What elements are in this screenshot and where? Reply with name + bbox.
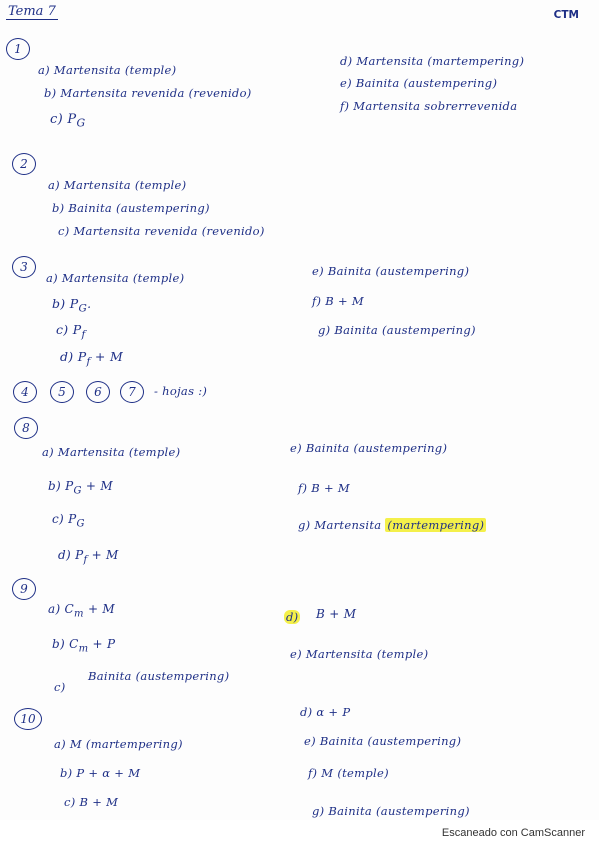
answer-9c: Bainita (austempering): [88, 669, 230, 683]
answer-8d-text: d) P: [58, 548, 84, 562]
answer-2a: a) Martensita (temple): [48, 178, 187, 192]
answer-8d-sub: f: [83, 554, 88, 566]
answer-2c: c) Martensita revenida (revenido): [58, 224, 265, 238]
answer-9b-text: b) C: [52, 637, 79, 651]
answer-9d: B + M: [316, 607, 357, 621]
answer-10b: b) P + α + M: [60, 766, 141, 780]
answer-8f: f) B + M: [298, 481, 350, 495]
section-number-3: 3: [12, 256, 36, 278]
answer-8b-end: + M: [81, 479, 113, 493]
answer-9b-end: + P: [88, 637, 116, 651]
section-number-10: 10: [14, 708, 42, 730]
answer-8g: [298, 518, 486, 532]
answer-8b-text: b) P: [48, 479, 74, 493]
camscanner-watermark: Escaneado con CamScanner: [441, 827, 585, 839]
section-number-5: 5: [50, 381, 74, 403]
answer-9a-end: + M: [83, 602, 116, 616]
answer-3c-text: c) P: [56, 322, 82, 337]
answer-3e: e) Bainita (austempering): [312, 264, 470, 278]
section-number-1: 1: [6, 38, 30, 60]
section-number-8: 8: [14, 417, 38, 439]
answer-1a: a) Martensita (temple): [38, 63, 177, 77]
section-number-6: 6: [86, 381, 110, 403]
answer-9b-sub: m: [78, 643, 89, 655]
answer-8a: a) Martensita (temple): [42, 445, 181, 459]
answer-10f: f) M (temple): [308, 766, 389, 780]
answer-9a: [48, 602, 115, 619]
answer-1c-sub: G: [76, 116, 86, 130]
answer-1c-text: c) P: [50, 112, 77, 127]
answer-3c-sub: f: [81, 328, 86, 341]
section-number-2: 2: [12, 153, 36, 175]
hojas-note: - hojas :): [154, 384, 208, 398]
answer-3d-text: d) P: [60, 349, 87, 364]
answer-10e: e) Bainita (austempering): [304, 734, 462, 748]
footer-bar: [0, 820, 599, 848]
answer-9a-sub: m: [74, 608, 84, 620]
answer-8g-text: g) Martensita: [298, 518, 382, 532]
answer-10d: d) α + P: [300, 705, 351, 719]
answer-9c-label: c): [54, 680, 66, 694]
answer-3c: [56, 322, 86, 341]
answer-3b: [52, 296, 91, 315]
answer-1e: e) Bainita (austempering): [340, 76, 498, 90]
answer-8g-highlight: (martempering): [387, 518, 485, 532]
answer-1c: [50, 112, 85, 130]
answer-8e: e) Bainita (austempering): [290, 441, 448, 455]
answer-3d: [60, 349, 123, 368]
answer-3a: a) Martensita (temple): [46, 271, 185, 285]
answer-3d-sub: f: [86, 355, 91, 368]
answer-3d-end: + M: [90, 349, 124, 364]
course-code: CTM: [553, 9, 579, 21]
answer-9d-label: [284, 610, 300, 624]
answer-10c: c) B + M: [64, 795, 119, 809]
answer-8d-end: + M: [87, 548, 119, 562]
answer-3g: g) Bainita (austempering): [318, 323, 476, 337]
answer-9a-text: a) C: [48, 602, 75, 616]
answer-3f: f) B + M: [312, 294, 364, 308]
answer-3b-sub: G: [78, 302, 88, 315]
answer-9b: [52, 637, 115, 654]
answer-9e: e) Martensita (temple): [290, 647, 429, 661]
answer-2b: b) Bainita (austempering): [52, 201, 210, 215]
section-number-9: 9: [12, 578, 36, 600]
answer-9d-highlight: d): [286, 610, 299, 624]
answer-1b: b) Martensita revenida (revenido): [44, 86, 252, 100]
answer-1f: f) Martensita sobrerrevenida: [340, 99, 518, 113]
answer-8c-text: c) P: [52, 512, 77, 526]
answer-1d: d) Martensita (martempering): [340, 54, 525, 68]
answer-8d: [58, 548, 119, 565]
answer-3b-text: b) P: [52, 296, 79, 311]
answer-8b: [48, 479, 113, 496]
answer-8c: [52, 512, 85, 529]
answer-10g: g) Bainita (austempering): [312, 804, 470, 818]
section-number-7: 7: [120, 381, 144, 403]
page-title: Tema 7: [8, 4, 56, 19]
answer-10a: a) M (martempering): [54, 737, 183, 751]
section-number-4: 4: [13, 381, 37, 403]
answer-8b-sub: G: [73, 485, 82, 497]
answer-3b-end: .: [87, 296, 92, 311]
answer-8c-sub: G: [76, 518, 85, 530]
